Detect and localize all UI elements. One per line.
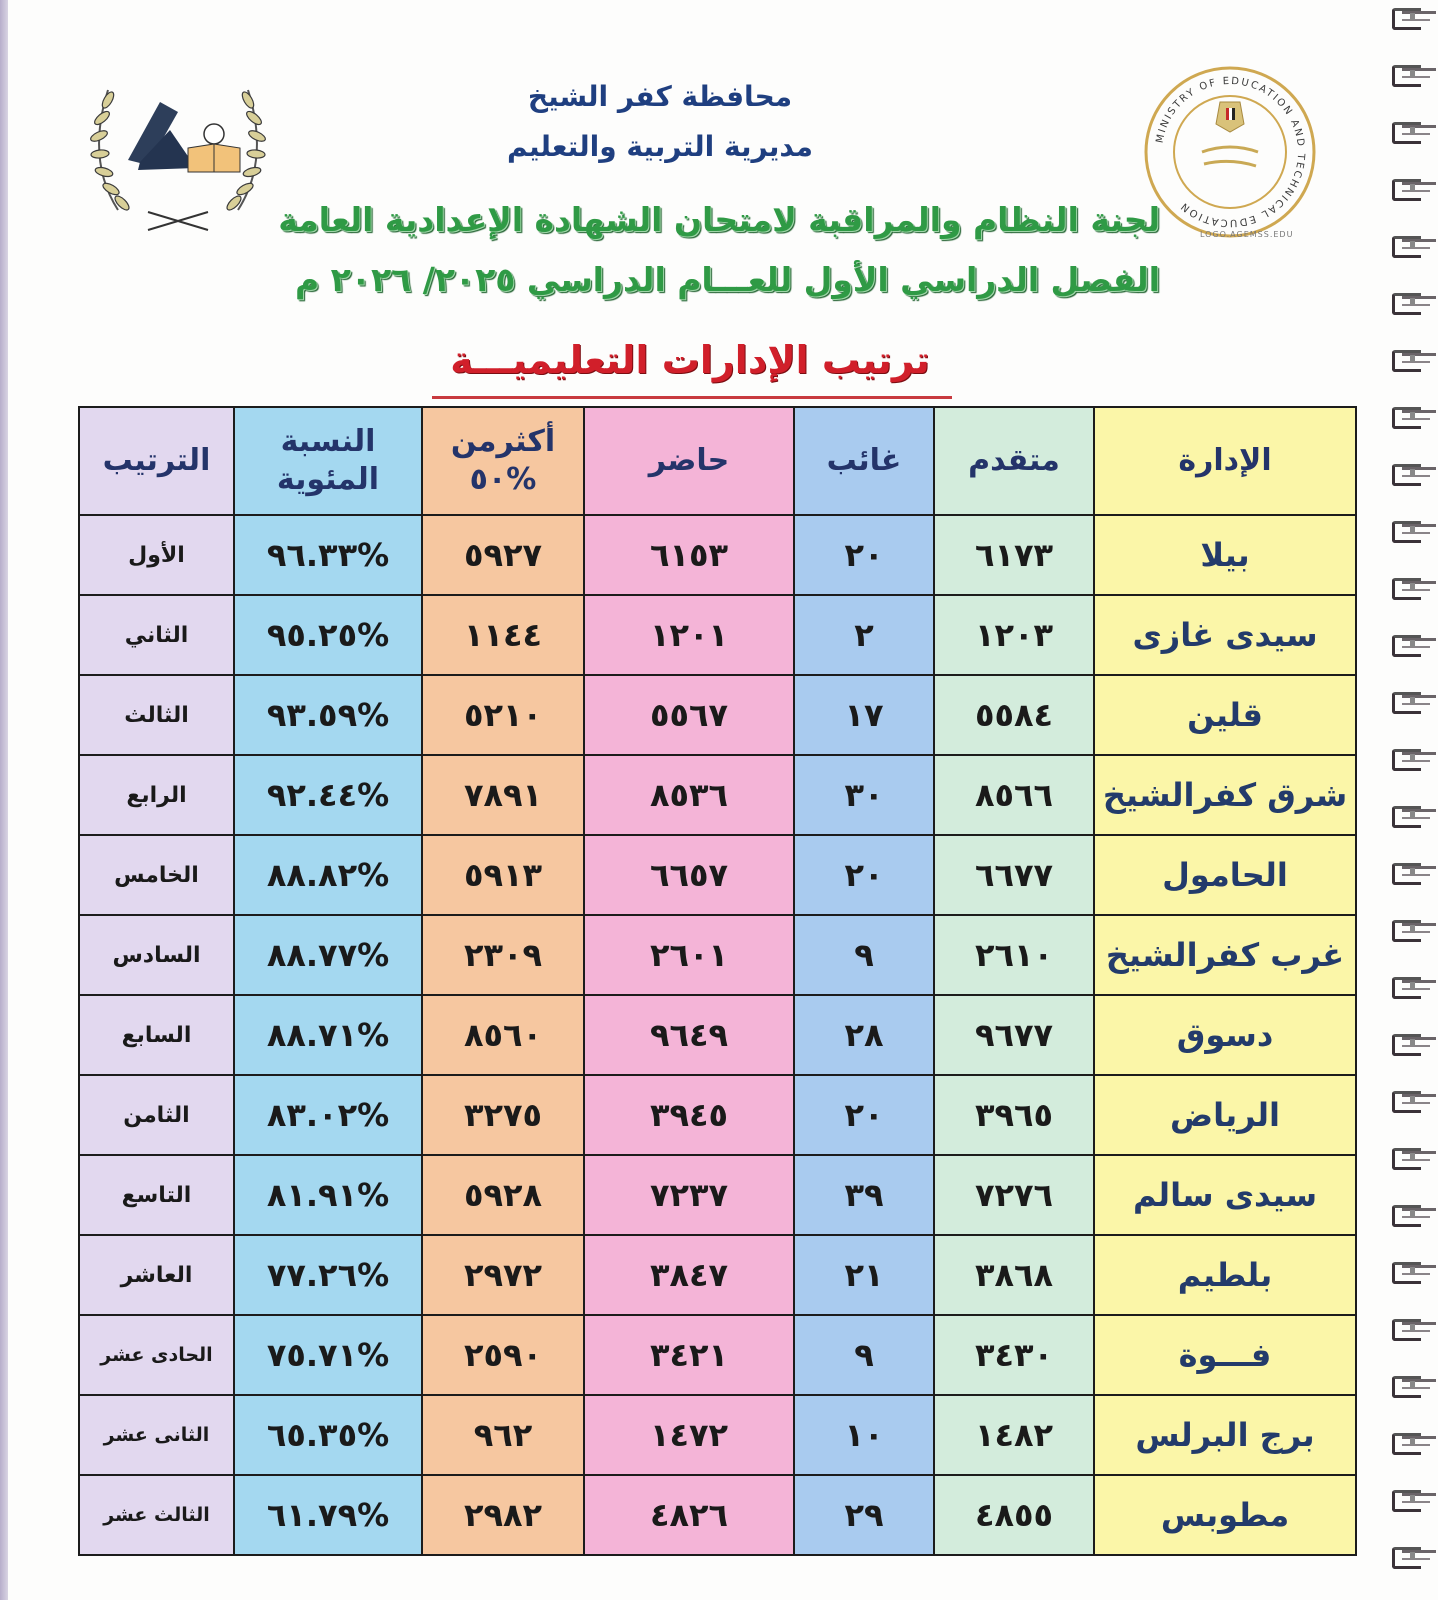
success-percentage: %٨١.٩١ (234, 1155, 422, 1235)
directorate-name: شرق كفرالشيخ (1094, 755, 1356, 835)
svg-text:MINISTRY OF EDUCATION AND TECH: MINISTRY OF EDUCATION AND TECHNICAL EDUCATION (1154, 75, 1307, 229)
absent-count: ٢٨ (794, 995, 934, 1075)
absent-count: ١٠ (794, 1395, 934, 1475)
directorate-logo (78, 40, 278, 240)
term-line: الفصل الدراسي الأول للعـــام الدراسي ٢٠٢٥/ ٢٠٢٦ م (294, 260, 1160, 299)
success-percentage: %٨٨.٧١ (234, 995, 422, 1075)
absent-count: ٢ (794, 595, 934, 675)
above-50-count: ٢٣٠٩ (422, 915, 584, 995)
success-percentage: %٦١.٧٩ (234, 1475, 422, 1555)
page-left-edge (0, 0, 8, 1600)
table-row (79, 1235, 1356, 1315)
spiral-ring-icon (1392, 1148, 1436, 1166)
spiral-ring-icon (1392, 350, 1436, 368)
spiral-ring-icon (1392, 293, 1436, 311)
spiral-ring-icon (1392, 806, 1436, 824)
success-percentage: %٦٥.٣٥ (234, 1395, 422, 1475)
rank-label: السابع (79, 995, 234, 1075)
absent-count: ٩ (794, 915, 934, 995)
applied-count: ٧٢٧٦ (934, 1155, 1094, 1235)
absent-count: ١٧ (794, 675, 934, 755)
present-count: ٩٦٤٩ (584, 995, 794, 1075)
table-row (79, 1155, 1356, 1235)
spiral-ring-icon (1392, 179, 1436, 197)
spiral-ring-icon (1392, 635, 1436, 653)
header-directorate: الإدارة (1094, 407, 1356, 515)
above-50-count: ٢٥٩٠ (422, 1315, 584, 1395)
applied-count: ٢٦١٠ (934, 915, 1094, 995)
applied-count: ٥٥٨٤ (934, 675, 1094, 755)
applied-count: ٨٥٦٦ (934, 755, 1094, 835)
table-header-row (79, 407, 1356, 515)
applied-count: ١٢٠٣ (934, 595, 1094, 675)
success-percentage: %٧٧.٢٦ (234, 1235, 422, 1315)
directorates-ranking-table (78, 406, 1357, 1556)
header-applied: متقدم (934, 407, 1094, 515)
spiral-ring-icon (1392, 1319, 1436, 1337)
absent-count: ٣٩ (794, 1155, 934, 1235)
present-count: ٨٥٣٦ (584, 755, 794, 835)
directorate-name: الرياض (1094, 1075, 1356, 1155)
table-row (79, 995, 1356, 1075)
table-row (79, 675, 1356, 755)
spiral-ring-icon (1392, 8, 1436, 26)
table-row (79, 1395, 1356, 1475)
rank-label: الحادى عشر (79, 1315, 234, 1395)
header-percentage-line1: النسبة (280, 424, 376, 459)
absent-count: ٩ (794, 1315, 934, 1395)
spiral-ring-icon (1392, 578, 1436, 596)
above-50-count: ٥٩٢٧ (422, 515, 584, 595)
absent-count: ٢٠ (794, 835, 934, 915)
present-count: ٦٦٥٧ (584, 835, 794, 915)
spiral-ring-icon (1392, 1376, 1436, 1394)
applied-count: ٣٨٦٨ (934, 1235, 1094, 1315)
spiral-ring-icon (1392, 1034, 1436, 1052)
spiral-ring-icon (1392, 236, 1436, 254)
title-underline (432, 396, 952, 399)
directorate-name: مطوبس (1094, 1475, 1356, 1555)
directorate-name: قلين (1094, 675, 1356, 755)
above-50-count: ٣٢٧٥ (422, 1075, 584, 1155)
above-50-count: ٥٢١٠ (422, 675, 584, 755)
header-percentage (234, 407, 422, 515)
rank-label: الثاني (79, 595, 234, 675)
applied-count: ١٤٨٢ (934, 1395, 1094, 1475)
present-count: ٢٦٠١ (584, 915, 794, 995)
above-50-count: ٢٩٧٢ (422, 1235, 584, 1315)
header-above-50-line2: %٥٠ (469, 462, 537, 497)
rank-label: الثامن (79, 1075, 234, 1155)
present-count: ٥٥٦٧ (584, 675, 794, 755)
spiral-ring-icon (1392, 1091, 1436, 1109)
absent-count: ٢٩ (794, 1475, 934, 1555)
applied-count: ٦١٧٣ (934, 515, 1094, 595)
spiral-ring-icon (1392, 407, 1436, 425)
success-percentage: %٨٨.٧٧ (234, 915, 422, 995)
spiral-ring-icon (1392, 521, 1436, 539)
above-50-count: ٩٦٢ (422, 1395, 584, 1475)
absent-count: ٢٠ (794, 1075, 934, 1155)
success-percentage: %٨٣.٠٢ (234, 1075, 422, 1155)
spiral-ring-icon (1392, 920, 1436, 938)
committee-title: لجنة النظام والمراقبة لامتحان الشهادة الإعدادية العامة (278, 200, 1160, 239)
table-row (79, 515, 1356, 595)
applied-count: ٣٩٦٥ (934, 1075, 1094, 1155)
above-50-count: ٥٩٢٨ (422, 1155, 584, 1235)
spiral-ring-icon (1392, 464, 1436, 482)
success-percentage: %٨٨.٨٢ (234, 835, 422, 915)
header-absent: غائب (794, 407, 934, 515)
spiral-ring-icon (1392, 1205, 1436, 1223)
spiral-ring-icon (1392, 1490, 1436, 1508)
ministry-logo-caption: LOGO.AGEMSS.EDU (1200, 230, 1294, 239)
present-count: ٤٨٢٦ (584, 1475, 794, 1555)
rank-label: الثالث (79, 675, 234, 755)
rank-label: الثانى عشر (79, 1395, 234, 1475)
present-count: ٣٤٢١ (584, 1315, 794, 1395)
spiral-binding (1348, 0, 1438, 1600)
present-count: ٧٢٣٧ (584, 1155, 794, 1235)
spiral-ring-icon (1392, 1262, 1436, 1280)
applied-count: ٤٨٥٥ (934, 1475, 1094, 1555)
directorate-title: مديرية التربية والتعليم (507, 130, 813, 163)
directorate-name: فـــوة (1094, 1315, 1356, 1395)
directorate-name: سيدى سالم (1094, 1155, 1356, 1235)
above-50-count: ٧٨٩١ (422, 755, 584, 835)
rank-label: السادس (79, 915, 234, 995)
rank-label: الرابع (79, 755, 234, 835)
success-percentage: %٩٣.٥٩ (234, 675, 422, 755)
directorate-name: الحامول (1094, 835, 1356, 915)
spiral-ring-icon (1392, 863, 1436, 881)
applied-count: ٣٤٣٠ (934, 1315, 1094, 1395)
pen-book-emblem-icon (128, 102, 240, 172)
spiral-ring-icon (1392, 1547, 1436, 1565)
directorate-name: سيدى غازى (1094, 595, 1356, 675)
applied-count: ٩٦٧٧ (934, 995, 1094, 1075)
ministry-seal-icon (1140, 62, 1320, 242)
success-percentage: %٩٦.٣٣ (234, 515, 422, 595)
present-count: ٣٩٤٥ (584, 1075, 794, 1155)
directorate-name: بيلا (1094, 515, 1356, 595)
table-row (79, 1075, 1356, 1155)
laurel-wreath-icon (78, 40, 278, 240)
header-present: حاضر (584, 407, 794, 515)
present-count: ١٤٧٢ (584, 1395, 794, 1475)
above-50-count: ٨٥٦٠ (422, 995, 584, 1075)
spiral-ring-icon (1392, 65, 1436, 83)
present-count: ٦١٥٣ (584, 515, 794, 595)
governorate-title: محافظة كفر الشيخ (527, 80, 793, 113)
directorate-name: بلطيم (1094, 1235, 1356, 1315)
applied-count: ٦٦٧٧ (934, 835, 1094, 915)
absent-count: ٣٠ (794, 755, 934, 835)
directorate-name: دسوق (1094, 995, 1356, 1075)
directorate-name: برج البرلس (1094, 1395, 1356, 1475)
above-50-count: ٥٩١٣ (422, 835, 584, 915)
ministry-logo (1140, 62, 1320, 242)
spiral-ring-icon (1392, 977, 1436, 995)
present-count: ١٢٠١ (584, 595, 794, 675)
rank-label: الأول (79, 515, 234, 595)
spiral-ring-icon (1392, 1433, 1436, 1451)
table-row (79, 915, 1356, 995)
header-above-50-line1: أكثرمن (450, 424, 556, 459)
success-percentage: %٩٥.٢٥ (234, 595, 422, 675)
table-row (79, 835, 1356, 915)
table-row (79, 1475, 1356, 1555)
spiral-ring-icon (1392, 749, 1436, 767)
absent-count: ٢٠ (794, 515, 934, 595)
present-count: ٣٨٤٧ (584, 1235, 794, 1315)
header-rank: الترتيب (79, 407, 234, 515)
success-percentage: %٧٥.٧١ (234, 1315, 422, 1395)
above-50-count: ١١٤٤ (422, 595, 584, 675)
success-percentage: %٩٢.٤٤ (234, 755, 422, 835)
spiral-ring-icon (1392, 692, 1436, 710)
directorate-name: غرب كفرالشيخ (1094, 915, 1356, 995)
rank-label: التاسع (79, 1155, 234, 1235)
rank-label: الخامس (79, 835, 234, 915)
header-above-50 (422, 407, 584, 515)
ranking-title: ترتيب الإدارات التعليميـــة (450, 338, 930, 382)
spiral-ring-icon (1392, 122, 1436, 140)
rank-label: العاشر (79, 1235, 234, 1315)
absent-count: ٢١ (794, 1235, 934, 1315)
header-percentage-line2: المئوية (276, 462, 380, 497)
table-row (79, 755, 1356, 835)
above-50-count: ٢٩٨٢ (422, 1475, 584, 1555)
table-row (79, 595, 1356, 675)
rank-label: الثالث عشر (79, 1475, 234, 1555)
table-row (79, 1315, 1356, 1395)
eagle-emblem-icon (1216, 102, 1244, 132)
